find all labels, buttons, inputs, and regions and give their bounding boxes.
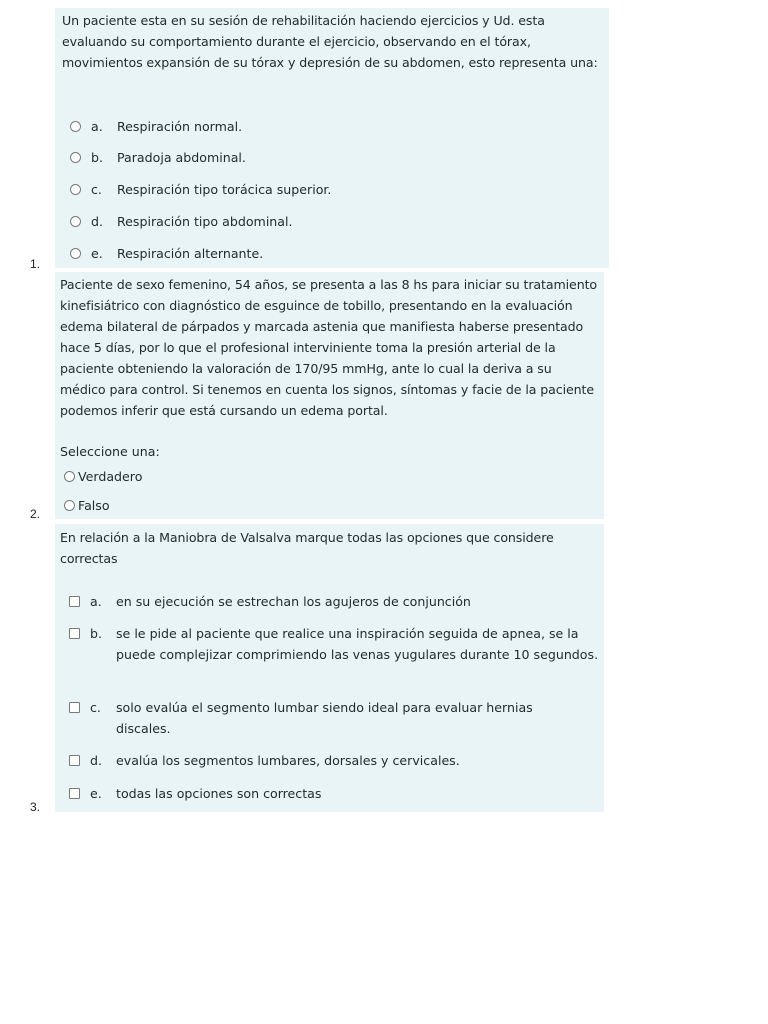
option-letter: c. (91, 182, 102, 197)
radio-button[interactable] (64, 500, 75, 511)
option-letter: d. (90, 753, 102, 768)
option-letter: d. (91, 214, 103, 229)
option-text: Respiración alternante. (117, 246, 264, 261)
q1-option-d[interactable] (70, 211, 293, 232)
select-one-label: Seleccione una: (60, 444, 160, 459)
q2-option-false[interactable] (64, 495, 110, 516)
checkbox[interactable] (69, 702, 80, 713)
checkbox[interactable] (69, 755, 80, 766)
option-text: todas las opciones son correctas (116, 786, 322, 801)
question-3-number: 3. (30, 800, 41, 814)
q3-option-e[interactable] (69, 783, 321, 804)
q3-option-d[interactable] (69, 750, 460, 771)
option-letter: b. (90, 626, 102, 641)
option-letter: a. (90, 594, 102, 609)
option-letter: e. (91, 246, 103, 261)
radio-button[interactable] (70, 184, 81, 195)
question-3-box (55, 524, 604, 812)
q2-option-true[interactable] (64, 466, 142, 487)
option-letter: e. (90, 786, 102, 801)
question-1-text: Un paciente esta en su sesión de rehabilitación haciendo ejercicios y Ud. esta evaluando su comportamiento durante el ejercicio, observando en el tórax, movimientos expansión de su tórax y depresión de su abdomen, esto representa una: (62, 13, 598, 70)
checkbox[interactable] (69, 628, 80, 639)
q3-option-c[interactable] (69, 697, 576, 739)
q1-option-c[interactable] (70, 179, 331, 200)
option-text: solo evalúa el segmento lumbar siendo ideal para evaluar hernias discales. (116, 700, 533, 736)
option-text: Respiración tipo torácica superior. (117, 182, 332, 197)
option-text: Respiración normal. (117, 119, 243, 134)
q1-option-e[interactable] (70, 243, 263, 264)
option-letter: b. (91, 150, 103, 165)
question-1-box (55, 8, 609, 268)
option-text: evalúa los segmentos lumbares, dorsales y cervicales. (116, 753, 460, 768)
option-text: Paradoja abdominal. (117, 150, 246, 165)
radio-button[interactable] (70, 216, 81, 227)
option-letter: c. (90, 700, 101, 715)
option-text: se le pide al paciente que realice una inspiración seguida de apnea, se la puede complejizar comprimiendo las venas yugulares durante 10 segundos. (116, 626, 599, 662)
question-2-text: Paciente de sexo femenino, 54 años, se presenta a las 8 hs para iniciar su tratamiento kinefisiátrico con diagnóstico de esguince de tobillo, presentando en la evaluación edema bilateral de párpados y marcada astenia que manifiesta haberse presentado hace 5 días, por lo que el profesional interviniente toma la presión arterial de la paciente obteniendo la valoración de 170/95 mmHg, ante lo cual la deriva a su médico para control. Si tenemos en cuenta los signos, síntomas y facie de la paciente podemos inferir que está cursando un edema portal. (60, 277, 598, 418)
radio-button[interactable] (64, 471, 75, 482)
q1-option-b[interactable] (70, 147, 246, 168)
q3-option-a[interactable] (69, 591, 471, 612)
radio-button[interactable] (70, 248, 81, 259)
option-text: Respiración tipo abdominal. (117, 214, 293, 229)
question-1-number: 1. (30, 257, 41, 271)
q3-option-b[interactable] (69, 623, 601, 665)
question-2-number: 2. (30, 507, 41, 521)
option-letter: a. (91, 119, 103, 134)
checkbox[interactable] (69, 596, 80, 607)
q1-option-a[interactable] (70, 116, 242, 137)
checkbox[interactable] (69, 788, 80, 799)
radio-button[interactable] (70, 121, 81, 132)
question-3-text: En relación a la Maniobra de Valsalva marque todas las opciones que considere correctas (60, 530, 554, 566)
radio-button[interactable] (70, 152, 81, 163)
question-2-box (55, 272, 604, 519)
option-text: Falso (78, 498, 110, 513)
option-text: Verdadero (78, 469, 143, 484)
option-text: en su ejecución se estrechan los agujeros de conjunción (116, 594, 471, 609)
